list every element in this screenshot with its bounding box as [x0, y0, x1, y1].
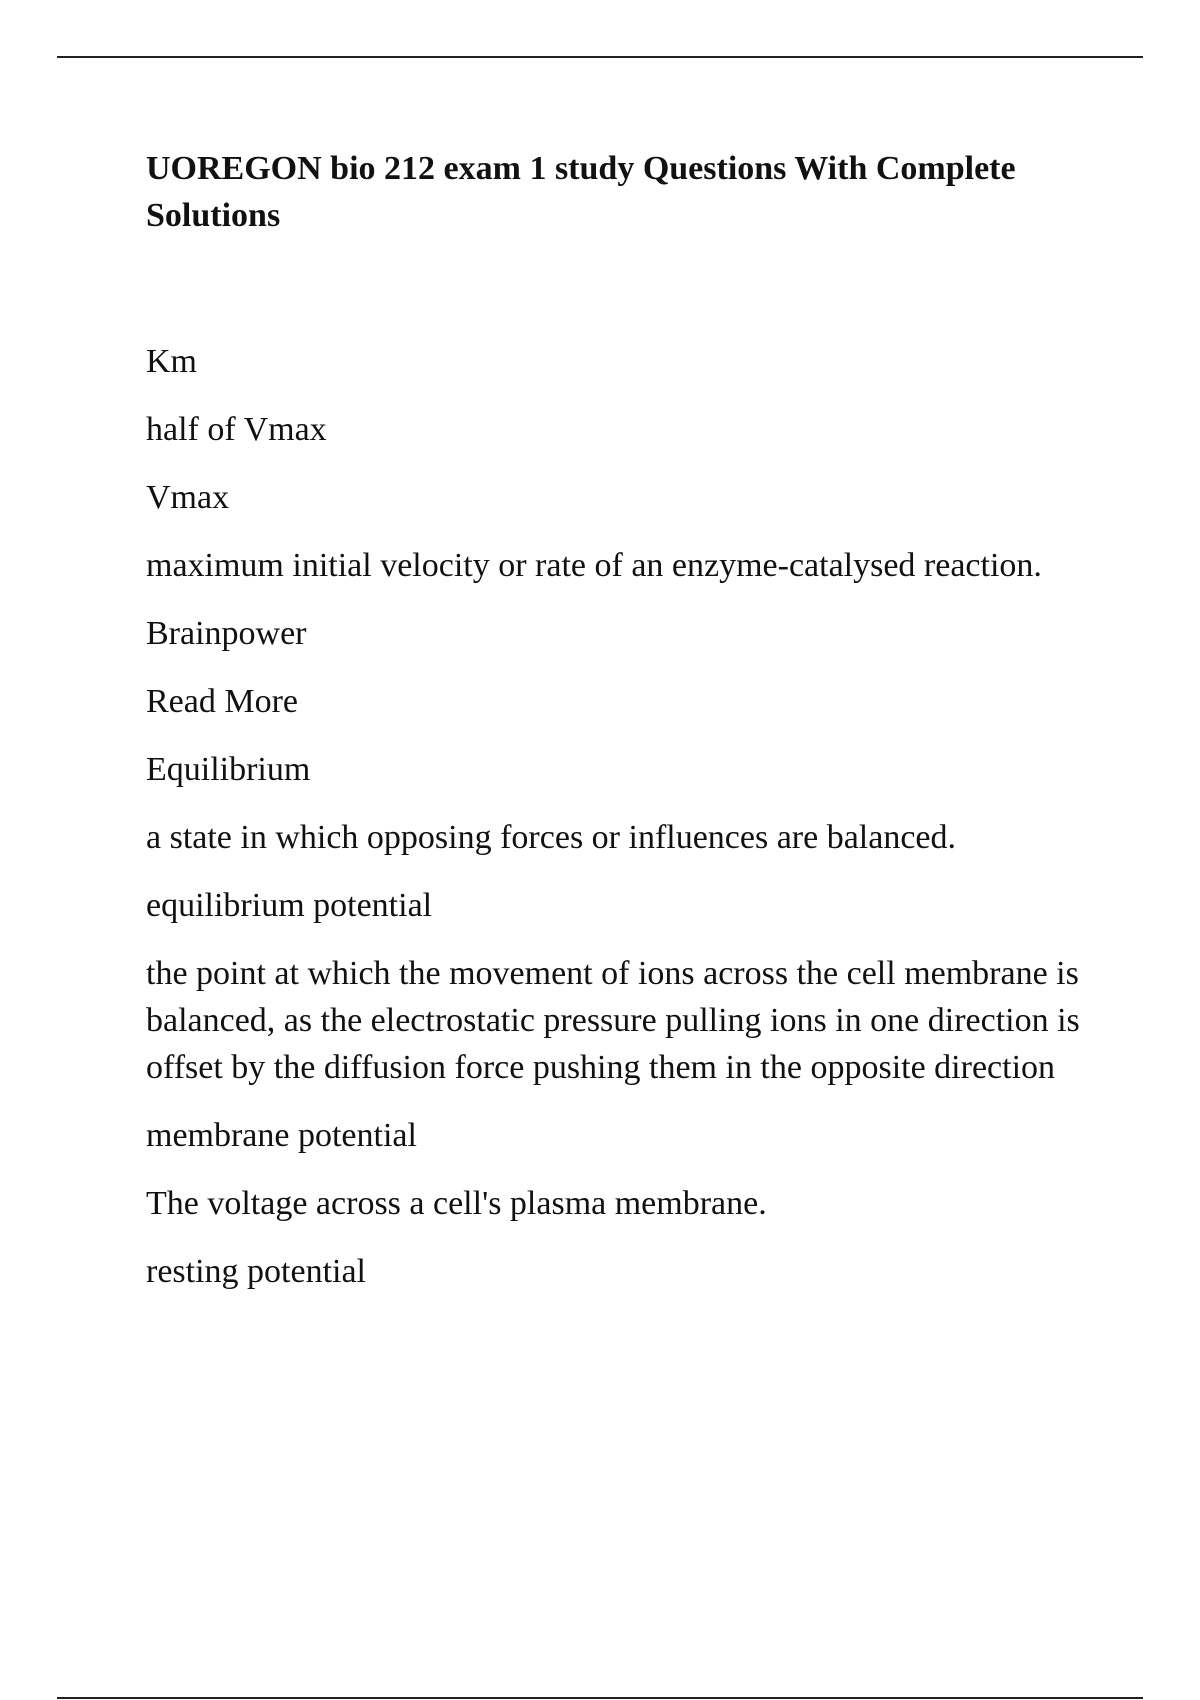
term-resting-potential: resting potential — [146, 1253, 367, 1290]
header-rule — [57, 56, 1143, 58]
term-membrane-potential: membrane potential — [146, 1117, 417, 1154]
term-vmax: Vmax — [146, 479, 230, 516]
footer-rule — [57, 1697, 1143, 1699]
definition-vmax: maximum initial velocity or rate of an enzyme-catalysed reaction. — [146, 547, 1042, 584]
document-title: UOREGON bio 212 exam 1 study Questions With Complete Solutions — [146, 150, 1016, 234]
term-km: Km — [146, 343, 197, 380]
definition-equilibrium-potential: the point at which the movement of ions across the cell membrane is balanced, as the electrostatic pressure pulling ions in one direction is offset by the diffusion force pushing them in the opposite direction — [146, 955, 1080, 1086]
brainpower-label: Brainpower — [146, 615, 307, 652]
definition-equilibrium: a state in which opposing forces or influences are balanced. — [146, 819, 957, 856]
term-equilibrium: Equilibrium — [146, 751, 311, 788]
page-content — [146, 145, 1086, 1316]
study-lines — [146, 338, 1086, 1295]
term-equilibrium-potential: equilibrium potential — [146, 887, 433, 924]
definition-membrane-potential: The voltage across a cell's plasma membrane. — [146, 1185, 767, 1222]
definition-km: half of Vmax — [146, 411, 327, 448]
read-more-link[interactable]: Read More — [146, 683, 299, 720]
